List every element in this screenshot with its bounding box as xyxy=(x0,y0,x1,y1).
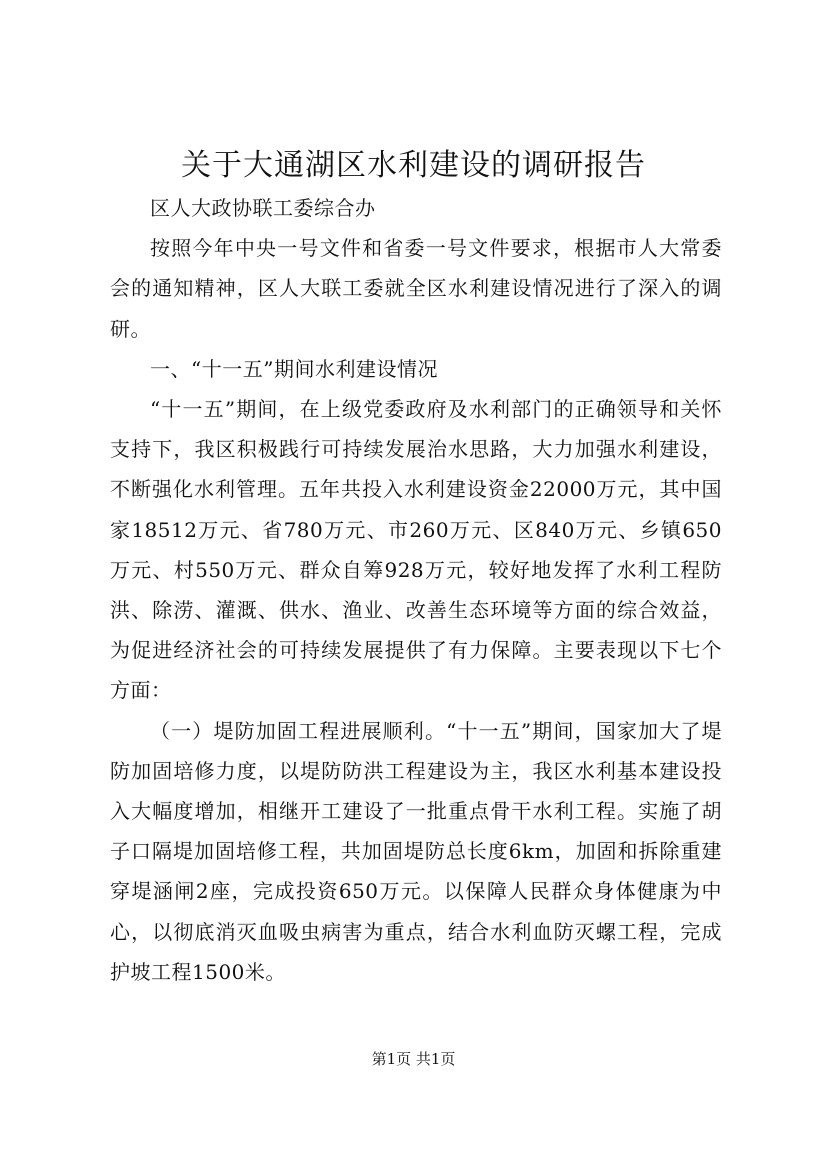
author-line: 区人大政协联工委综合办 xyxy=(150,196,376,220)
dike-paragraph: （一）堤防加固工程进展顺利。“十一五”期间，国家加大了堤防加固培修力度，以堤防防洪工程建设为主，我区水利基本建设投入大幅度增加，相继开工建设了一批重点骨干水利工程。实施了胡子口隔堤加固培修工程，共加固堤防总长度6km，加固和拆除重建穿堤涵闸2座，完成投资650万元。以保障人民群众身体健康为中心，以彻底消灭血吸虫病害为重点，结合水利血防灭螺工程，完成护坡工程1500米。 xyxy=(110,718,722,984)
intro-paragraph: 按照今年中央一号文件和省委一号文件要求，根据市人大常委会的通知精神，区人大联工委就全区水利建设情况进行了深入的调研。 xyxy=(110,236,722,341)
section-heading: 一、“十一五”期间水利建设情况 xyxy=(150,356,438,381)
overview-paragraph: “十一五”期间，在上级党委政府及水利部门的正确领导和关怀支持下，我区积极践行可持续发展治水思路，大力加强水利建设，不断强化水利管理。五年共投入水利建设资金22000万元，其中国家18512万元、省780万元、市260万元、区840万元、乡镇650万元、村550万元、群众自筹928万元，较好地发挥了水利工程防洪、除涝、灌溉、供水、渔业、改善生态环境等方面的综合效益，为促进经济社会的可持续发展提供了有力保障。主要表现以下七个方面： xyxy=(110,397,722,703)
document-title: 关于大通湖区水利建设的调研报告 xyxy=(181,148,646,183)
page-number: 第1页 共1页 xyxy=(371,1050,456,1068)
page-footer xyxy=(0,1048,827,1070)
document-body xyxy=(110,188,722,992)
